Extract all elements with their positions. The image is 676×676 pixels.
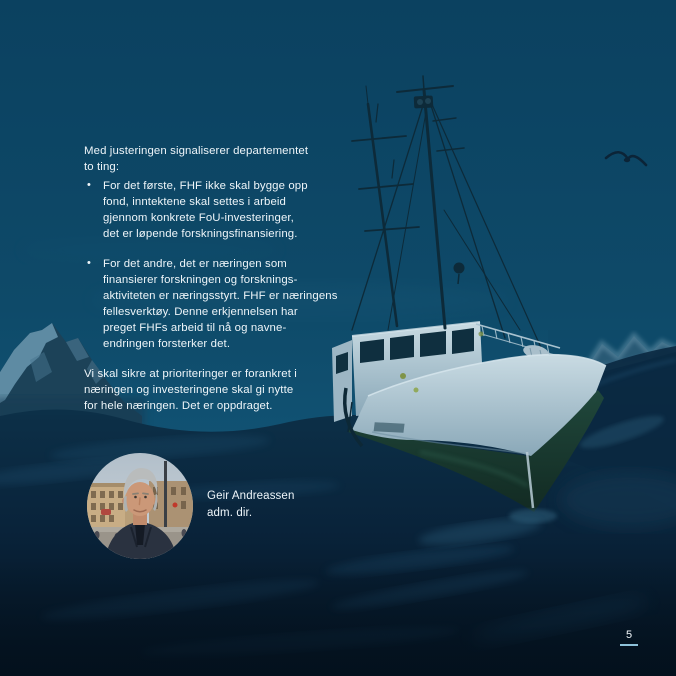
page-number-link[interactable] bbox=[617, 628, 641, 646]
bullet-text: For det andre, det er næringen som finansierer forskningen og forsknings- aktiviteten er næringsstyrt. FHF er næringens fellesverktøy. Denne erkjennelsen har preget FHFs arbeid til nå og navne- endringen forsterker det. bbox=[103, 258, 338, 350]
bullet-icon: • bbox=[87, 179, 91, 191]
closing-paragraph: Vi skal sikre at prioriteringer er forankret i næringen og investeringene skal gi nytte for hele næringen. Det er oppdraget. bbox=[84, 368, 297, 413]
bullet-item bbox=[84, 256, 338, 352]
page-number[interactable]: 5 bbox=[625, 629, 633, 641]
intro-paragraph: Med justeringen signaliserer departementet to ting: bbox=[84, 145, 309, 174]
person-title: adm. dir. bbox=[207, 506, 253, 519]
page-number-underline bbox=[620, 644, 638, 646]
portrait-photo bbox=[87, 453, 193, 559]
bullet-text: For det første, FHF ikke skal bygge opp fond, inntektene skal settes i arbeid gjennom konkrete FoU-investeringer, det er løpende forskningsfinansiering. bbox=[103, 180, 308, 240]
person-name: Geir Andreassen bbox=[207, 490, 295, 502]
signature-caption bbox=[207, 488, 294, 521]
bullet-icon: • bbox=[87, 257, 91, 269]
avatar bbox=[87, 453, 193, 559]
bullet-item bbox=[84, 178, 308, 242]
